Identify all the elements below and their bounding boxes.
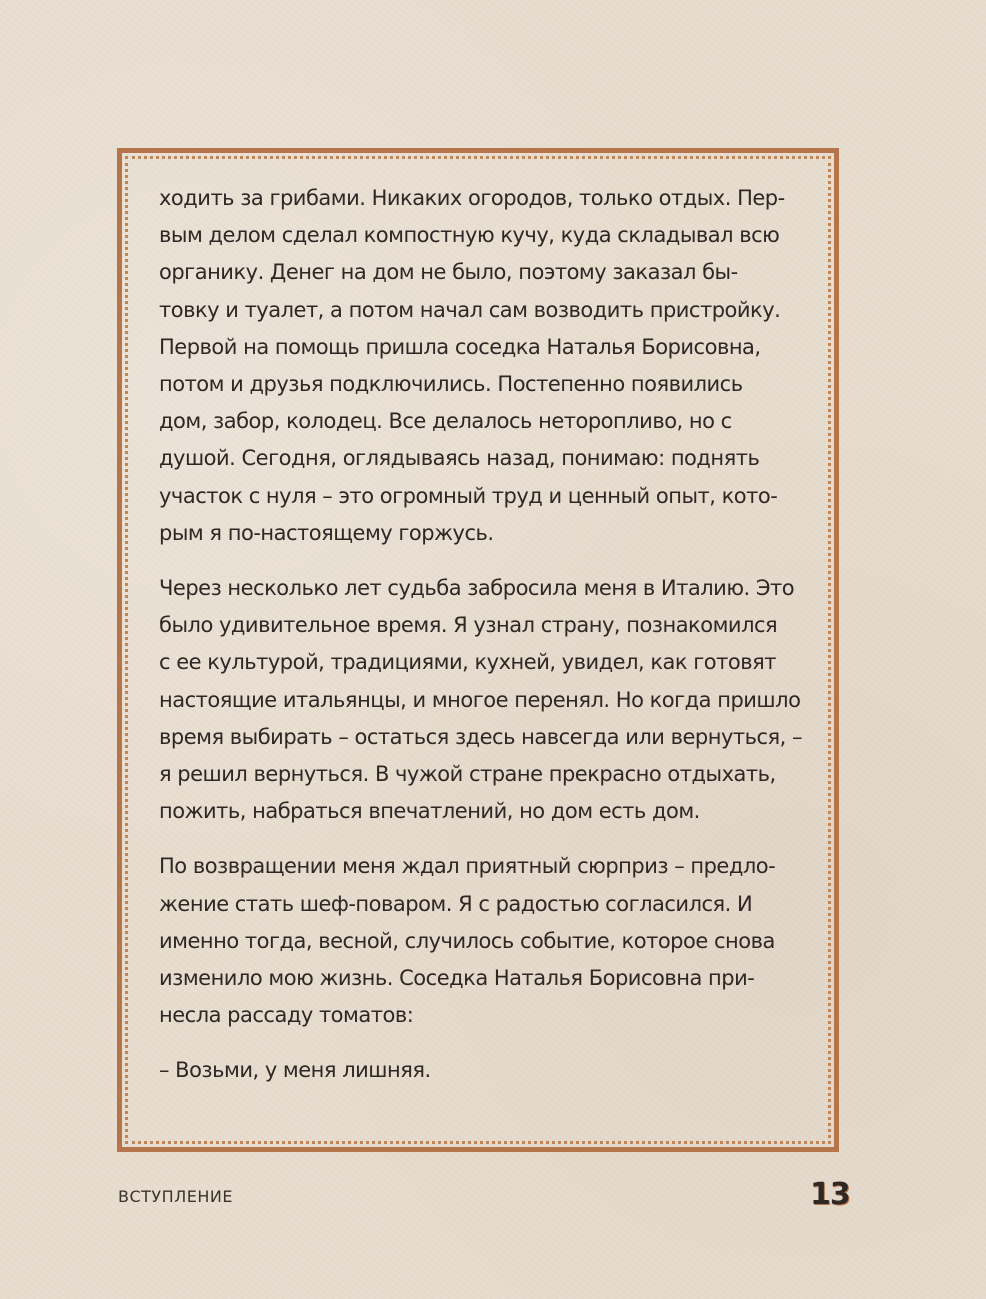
text-line: именно тогда, весной, случилось событие, которое снова: [159, 928, 775, 953]
text-line: было удивительное время. Я узнал страну, познакомился: [159, 613, 778, 638]
text-line: ходить за грибами. Никаких огородов, только отдых. Пер-: [159, 186, 785, 210]
text-line: с ее культурой, традициями, кухней, увидел, как готовят: [159, 650, 776, 675]
body-text: [159, 180, 809, 1108]
text-line: несла рассаду томатов:: [159, 1003, 414, 1028]
page-number: 13: [810, 1177, 850, 1212]
text-line: потом и друзья подключились. Постепенно появились: [159, 372, 743, 397]
text-line: Первой на помощь пришла соседка Наталья Борисовна,: [159, 334, 761, 359]
paragraph-3: [159, 848, 809, 1034]
text-line: пожить, набраться впечатлений, но дом есть дом.: [159, 799, 700, 824]
text-line: товку и туалет, а потом начал сам возводить пристройку.: [159, 297, 781, 322]
text-line: рым я по-настоящему горжусь.: [159, 520, 494, 545]
text-line: я решил вернуться. В чужой стране прекрасно отдыхать,: [159, 762, 776, 787]
text-line: органику. Денег на дом не было, поэтому заказал бы-: [159, 260, 738, 285]
text-line: участок с нуля – это огромный труд и ценный опыт, кото-: [159, 483, 778, 508]
paragraph-4: [159, 1052, 809, 1089]
text-line: настоящие итальянцы, и многое перенял. Но когда пришло: [159, 687, 801, 712]
text-line: душой. Сегодня, оглядываясь назад, понимаю: поднять: [159, 446, 760, 471]
text-line: По возвращении меня ждал приятный сюрприз – предло-: [159, 854, 776, 879]
text-line: – Возьми, у меня лишняя.: [159, 1058, 431, 1083]
text-line: жение стать шеф-поваром. Я с радостью согласился. И: [159, 891, 753, 916]
text-line: вым делом сделал компостную кучу, куда складывал всю: [159, 223, 780, 248]
paragraph-2: [159, 570, 809, 830]
paragraph-1: [159, 180, 809, 552]
text-line: изменило мою жизнь. Соседка Наталья Борисовна при-: [159, 966, 755, 991]
text-line: время выбирать – остаться здесь навсегда или вернуться, –: [159, 724, 803, 749]
text-line: дом, забор, колодец. Все делалось неторопливо, но с: [159, 409, 732, 434]
text-line: Через несколько лет судьба забросила меня в Италию. Это: [159, 576, 795, 601]
section-label: ВСТУПЛЕНИЕ: [118, 1187, 233, 1206]
